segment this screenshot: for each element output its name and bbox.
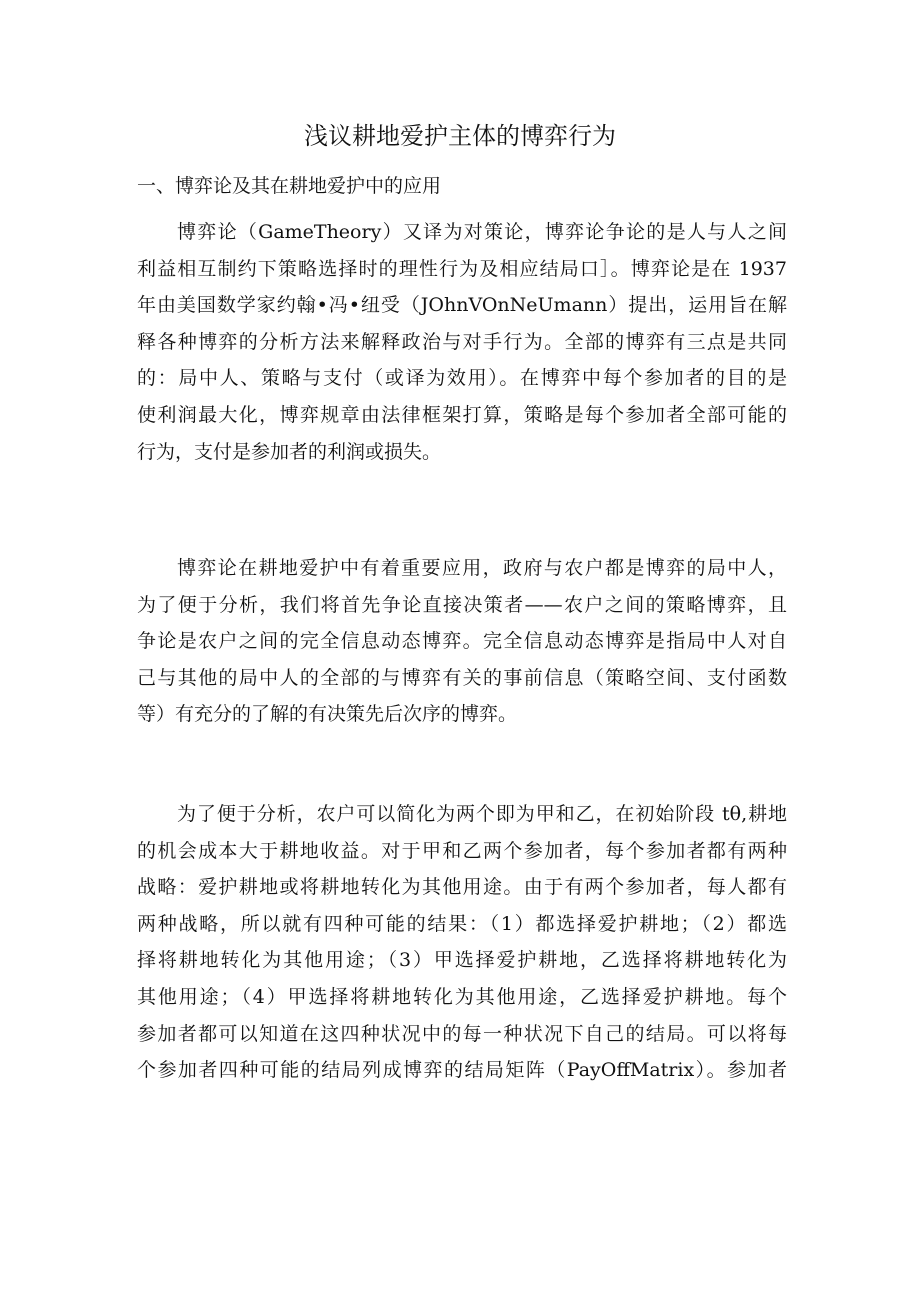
paragraph-line: 博弈论（GameTheory）又译为对策论，博弈论争论的是人与人之间 (177, 221, 787, 243)
paragraph-line: 己与其他的局中人的全部的与博弈有关的事前信息（策略空间、支付函数 (137, 666, 787, 689)
section-heading: 一、博弈论及其在耕地爱护中的应用 (137, 175, 442, 197)
paragraph-line: 争论是农户之间的完全信息动态博弈。完全信息动态博弈是指局中人对自 (137, 630, 787, 653)
paragraph-line: 参加者都可以知道在这四种状况中的每一种状况下自己的结局。可以将每 (137, 1022, 787, 1045)
paragraph-line: 等）有充分的了解的有决策先后次序的博弈。 (137, 703, 518, 726)
document-title: 浅议耕地爱护主体的博弈行为 (304, 122, 616, 150)
paragraph-1 (137, 214, 787, 470)
paragraph-line: 的：局中人、策略与支付（或译为效用）。在博弈中每个参加者的目的是 (137, 367, 787, 390)
paragraph-line: 为了便于分析，我们将首先争论直接决策者——农户之间的策略博弈，且 (137, 593, 787, 616)
paragraph-line: 行为，支付是参加者的利润或损失。 (137, 440, 442, 463)
paragraph-line: 利益相互制约下策略选择时的理性行为及相应结局口］。博弈论是在 1937 (137, 257, 787, 280)
paragraph-line: 两种战略，所以就有四种可能的结果：（1）都选择爱护耕地；（2）都选 (137, 912, 787, 935)
paragraph-line: 使利润最大化，博弈规章由法律框架打算，策略是每个参加者全部可能的 (137, 403, 787, 426)
paragraph-line: 个参加者四种可能的结局列成博弈的结局矩阵（PayOffMatrix）。参加者 (137, 1059, 787, 1082)
paragraph-line: 其他用途；（4）甲选择将耕地转化为其他用途，乙选择爱护耕地。每个 (137, 985, 787, 1008)
paragraph-line: 博弈论在耕地爱护中有着重要应用，政府与农户都是博弈的局中人， (177, 557, 787, 579)
paragraph-line: 年由美国数学家约翰•冯•纽受（JOhnVOnNeUmann）提出，运用旨在解 (137, 294, 787, 317)
paragraph-line: 战略：爱护耕地或将耕地转化为其他用途。由于有两个参加者，每人都有 (137, 876, 787, 899)
paragraph-2 (137, 550, 787, 733)
paragraph-line: 择将耕地转化为其他用途；（3）甲选择爱护耕地，乙选择将耕地转化为 (137, 949, 787, 972)
paragraph-line: 的机会成本大于耕地收益。对于甲和乙两个参加者，每个参加者都有两种 (137, 839, 787, 862)
paragraph-line: 释各种博弈的分析方法来解释政治与对手行为。全部的博弈有三点是共同 (137, 330, 787, 353)
paragraph-line: 为了便于分析，农户可以简化为两个即为甲和乙，在初始阶段 tθ,耕地 (177, 803, 787, 825)
paragraph-3 (137, 796, 787, 1089)
